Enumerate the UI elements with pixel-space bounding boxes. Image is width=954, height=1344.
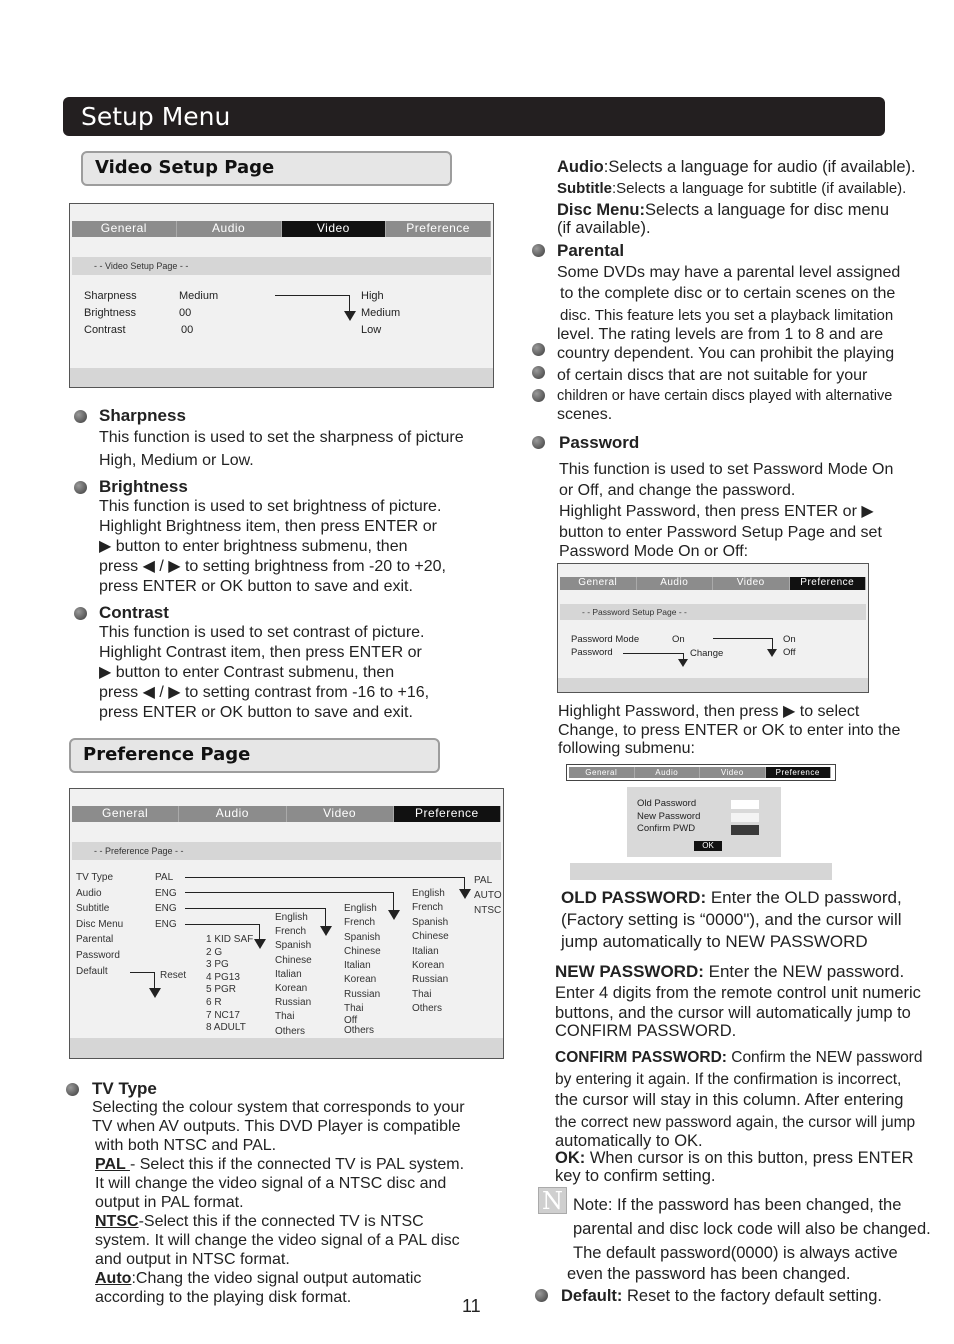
bullet-icon [74,481,87,494]
confirm-password-line-5: automatically to OK. [555,1132,703,1150]
arrow-line [713,638,773,639]
old-password-line [561,887,951,909]
tv-type-line: and output in NTSC format. [95,1251,290,1268]
default-label[interactable]: Default [76,965,108,977]
tv-type-value: PAL [155,872,174,883]
note-icon: N [538,1187,567,1214]
subtitle-key: Subtitle [557,180,612,197]
bullet-icon [532,366,545,379]
language-option[interactable]: Spanish [412,916,449,928]
tv-option[interactable]: AUTO [474,889,502,901]
contrast-line: press ENTER or OK button to save and exit. [99,704,413,721]
subtitle-text: :Selects a language for subtitle (if available). [612,180,907,197]
language-option[interactable]: Chinese [344,945,381,957]
bullet-icon [66,1083,79,1096]
old-password-text: Enter the OLD password, [706,888,902,907]
language-option[interactable]: French [412,902,444,914]
brightness-line: Highlight Brightness item, then press ENTER or [99,518,437,535]
new-password-input[interactable] [731,813,759,822]
bullet-icon [532,244,545,257]
password-description [559,432,949,561]
ok-text: When cursor is on this button, press ENTER [585,1149,914,1167]
video-page-crumb: - - Video Setup Page - - [72,257,491,275]
password-heading: Password [559,433,640,452]
default-line [561,1286,941,1306]
highlight-line: Highlight Password, then press ▶ to select [558,703,860,720]
option-low[interactable]: Low [361,324,382,336]
language-option[interactable]: Spanish [275,940,312,952]
old-password-line-2: (Factory setting is “0000"), and the cursor will [561,910,902,929]
parental-line: disc. This feature lets you set a playback limitation [560,306,894,324]
bullet-icon [535,1289,548,1302]
audio-key: Audio [557,158,604,176]
preference-section-heading [69,738,440,773]
option-high[interactable]: High [361,290,384,302]
arrow-line [623,653,684,654]
confirm-password-line [555,1047,950,1069]
brightness-line: press ◀ / ▶ to setting brightness from -20 to +20, [99,558,446,575]
contrast-description [99,603,519,723]
page-title-bar [63,97,885,136]
parental-level[interactable]: 2 G [206,946,223,958]
note-line: parental and disc lock code will also be changed. [573,1220,931,1238]
contrast-line: This function is used to set contrast of picture. [99,624,425,641]
language-option[interactable]: Korean [412,960,445,972]
new-password-line [555,961,950,983]
tv-type-line: according to the playing disk format. [95,1289,352,1306]
contrast-value: 00 [181,324,194,336]
arrow-down-icon [459,889,471,899]
sharpness-body: This function is used to set the sharpness of picture High, Medium or Low. [99,429,464,469]
new-password-description [555,961,950,1039]
tab-audio[interactable]: Audio [177,221,282,237]
video-section-heading [81,151,452,186]
arrow-line [130,972,155,973]
confirm-pwd-label: Confirm PWD [637,823,696,834]
audio-language-list [412,887,449,1017]
tv-type-heading: TV Type [92,1079,157,1098]
password-mode-label[interactable]: Password Mode [571,634,640,645]
tab-preference[interactable]: Preference [766,767,832,778]
language-option[interactable]: Russian [412,974,449,986]
tv-type-description [92,1079,522,1307]
confirm-password-line-2: by entering it again. If the confirmation is incorrect, [555,1070,902,1088]
password-line: button to enter Password Setup Page and set [559,524,882,541]
language-option[interactable]: Thai [275,1011,295,1023]
screen-footer [70,1038,503,1058]
old-password-label: Old Password [637,798,697,809]
option-off[interactable]: Off [783,647,796,658]
subtitle-line [557,178,947,199]
audio-value: ENG [155,887,177,899]
tv-type-line: It will change the video signal of a NTSC disc and [95,1175,447,1192]
parental-level[interactable]: 4 PG13 [206,971,240,983]
tab-video[interactable]: Video [700,767,766,778]
password-line: Highlight Password, then press ENTER or ▶ [559,503,874,520]
preference-labels [76,870,123,979]
bullet-icon [532,343,545,356]
confirm-password-description [555,1047,950,1185]
language-option[interactable]: Others [344,1025,375,1037]
arrow-down-icon [344,311,356,321]
language-option[interactable]: Korean [275,983,308,995]
default-key: Default: [561,1287,623,1305]
password-entry-labels [637,798,700,836]
password-label[interactable]: Password [571,647,613,658]
arrow-down-icon [149,988,161,998]
parental-level[interactable]: 6 R [206,996,222,1008]
tv-option[interactable]: PAL [474,875,493,886]
video-labels [84,288,137,339]
confirm-password-key: CONFIRM PASSWORD: [555,1049,727,1066]
arrow-down-icon [320,926,332,936]
highlight-line: following submenu: [558,740,695,757]
sharpness-description [99,406,499,472]
ntsc-line [92,1212,522,1231]
parental-level-list [206,934,253,1035]
disc-menu-key: Disc Menu: [557,201,646,219]
parental-label[interactable]: Parental [76,934,114,946]
screen-tab-bar [560,577,866,590]
highlight-line: Change, to press ENTER or OK to enter into the [558,721,901,739]
pal-line [92,1155,522,1174]
contrast-line: ▶ button to enter Contrast submenu, then [99,664,395,681]
reset-option[interactable]: Reset [160,970,187,981]
video-values [179,288,218,339]
subtitle-language-list [344,902,381,1036]
language-option[interactable]: Russian [344,988,381,1000]
ok-key: OK: [555,1149,586,1167]
note-line: even the password has been changed. [567,1265,851,1283]
sharpness-options [361,288,400,339]
arrow-line [185,908,326,909]
password-setup-screen [557,563,869,693]
parental-level[interactable]: 7 NC17 [206,1009,240,1021]
parental-line: scenes. [557,406,613,423]
language-option[interactable]: Italian [275,968,302,980]
ok-button[interactable]: OK [694,841,722,851]
parental-level[interactable]: 8 ADULT [206,1022,246,1034]
auto-key: Auto [95,1270,132,1287]
brightness-heading: Brightness [99,477,188,496]
password-submenu-screen [566,764,836,882]
tab-general[interactable]: General [72,221,177,237]
language-option[interactable]: English [344,903,377,914]
arrow-line [185,892,394,893]
disc-menu-value: ENG [155,918,177,930]
screen-footer [570,863,832,880]
bullet-icon [74,410,87,423]
language-option[interactable]: Others [412,1003,443,1015]
audio-text: :Selects a language for audio (if available). [603,158,916,176]
arrow-down-icon [678,659,688,667]
subtitle-label[interactable]: Subtitle [76,903,110,915]
tv-type-line: Selecting the colour system that corresponds to your [92,1099,465,1116]
language-option[interactable]: Italian [412,945,439,957]
arrow-line [185,877,465,878]
parental-level[interactable]: 1 KID SAF [206,934,254,945]
parental-heading: Parental [557,241,625,260]
preference-section-title: Preference Page [83,744,251,765]
ok-line [555,1149,950,1168]
pal-text: - Select this if the connected TV is PAL system. [129,1156,465,1173]
contrast-line: press ◀ / ▶ to setting contrast from -16 to +16, [99,684,430,701]
password-line: This function is used to set Password Mode On [559,461,894,478]
tab-video[interactable]: Video [287,806,394,822]
password-mode-options [783,633,796,659]
screen-footer [70,368,493,387]
password-label[interactable]: Password [76,949,120,961]
language-option[interactable]: Others [275,1025,306,1037]
confirm-pwd-input[interactable] [731,825,759,835]
video-section-title: Video Setup Page [95,157,275,178]
arrow-line [393,892,394,912]
contrast-line: Highlight Contrast item, then press ENTER or [99,644,422,661]
tab-general[interactable]: General [569,767,635,778]
parental-level[interactable]: 3 PG [206,959,229,971]
parental-line: level. The rating levels are from 1 to 8 and are [557,326,884,343]
arrow-line [325,908,326,928]
password-line: Password Mode On or Off: [559,543,749,560]
password-mode-value: On [672,634,685,645]
tab-audio[interactable]: Audio [179,806,286,822]
sharpness-value: Medium [179,290,219,302]
screen-tab-bar [569,767,831,778]
change-option[interactable]: Change [690,648,724,659]
bullet-icon [74,607,87,620]
tab-general[interactable]: General [72,806,179,822]
tv-option[interactable]: NTSC [474,904,502,916]
parental-line: to the complete disc or to certain scenes on the [560,285,896,302]
audio-label[interactable]: Audio [76,887,102,899]
default-text: Reset to the factory default setting. [622,1287,882,1305]
tab-audio[interactable]: Audio [637,577,714,590]
parental-line: country dependent. You can prohibit the playing [557,345,895,362]
brightness-label[interactable]: Brightness [84,307,136,319]
sharpness-heading: Sharpness [99,406,186,425]
arrow-line [185,924,260,925]
highlight-description [558,703,948,759]
tab-general[interactable]: General [560,577,637,590]
language-option[interactable]: English [412,888,445,899]
disc-menu-label[interactable]: Disc Menu [76,918,124,930]
arrow-line [275,295,350,296]
ntsc-key: NTSC [95,1213,139,1230]
tab-video[interactable]: Video [282,221,387,237]
confirm-password-text: Confirm the NEW password [726,1049,923,1066]
parental-level[interactable]: 5 PGR [206,984,237,996]
subtitle-value: ENG [155,903,177,915]
preference-values [155,870,177,932]
arrow-down-icon [767,649,777,657]
contrast-label[interactable]: Contrast [84,324,126,336]
tv-type-line: system. It will change the video signal of a PAL disc [95,1232,460,1249]
sharpness-label[interactable]: Sharpness [84,290,137,302]
ok-line-2: key to confirm setting. [555,1167,716,1185]
audio-line [557,157,947,178]
screen-tab-bar [72,221,491,237]
auto-text: :Chang the video signal output automatic [131,1270,422,1287]
tab-preference[interactable]: Preference [394,806,501,822]
brightness-value: 00 [179,307,192,319]
screen-footer [558,678,868,692]
note-line: The default password(0000) is always active [573,1244,898,1262]
tab-audio[interactable]: Audio [635,767,701,778]
language-option[interactable]: Off [344,1015,358,1027]
language-descriptions [557,157,947,237]
new-password-label: New Password [637,810,701,822]
brightness-line: This function is used to set brightness of picture. [99,498,442,515]
parental-line: children or have certain discs played with alternative [557,388,893,404]
disc-menu-language-list [275,911,312,1039]
tab-video[interactable]: Video [713,577,790,590]
preference-screen [69,788,504,1059]
old-password-line-3: jump automatically to NEW PASSWORD [561,932,868,951]
arrow-down-icon [254,939,266,949]
new-password-line-2: Enter 4 digits from the remote control unit numeric [555,984,921,1002]
tv-type-options [474,874,502,918]
brightness-description [99,477,519,597]
disc-menu-line-2: (if available). [557,219,651,237]
tab-preference[interactable]: Preference [386,221,491,237]
page-title: Setup Menu [81,102,231,131]
old-password-key: OLD PASSWORD: [561,888,707,907]
parental-line: of certain discs that are not suitable for your [557,366,868,384]
password-entry-dialog [627,787,781,857]
arrow-down-icon [388,910,400,920]
old-password-input[interactable] [731,800,759,809]
old-password-description [561,887,951,953]
tab-preference[interactable]: Preference [790,577,867,590]
parental-line: Some DVDs may have a parental level assigned [557,263,901,281]
language-option[interactable]: Russian [275,997,312,1009]
language-option[interactable]: Chinese [412,931,449,943]
language-option[interactable]: Thai [412,988,432,1000]
preference-page-crumb: - - Preference Page - - [72,842,501,860]
tv-type-line: TV when AV outputs. This DVD Player is compatible [92,1118,461,1135]
language-option[interactable]: Spanish [344,931,381,943]
tv-type-line: with both NTSC and PAL. [95,1137,277,1154]
language-option[interactable]: English [275,912,308,923]
tv-type-line: output in PAL format. [95,1194,244,1211]
password-line: or Off, and change the password. [559,482,796,499]
language-option[interactable]: Korean [344,974,377,986]
note-line: Note: If the password has been changed, the [573,1196,902,1214]
bullet-icon [532,389,545,402]
new-password-key: NEW PASSWORD: [555,962,704,981]
disc-menu-line [557,201,947,219]
video-setup-screen [69,203,494,388]
language-option[interactable]: Chinese [275,954,312,966]
auto-line [92,1269,522,1288]
bullet-icon [532,436,545,449]
password-page-crumb: - - Password Setup Page - - [560,604,866,620]
tv-type-label[interactable]: TV Type [76,872,114,883]
pal-key: PAL [95,1156,130,1173]
language-option[interactable]: Thai [344,1003,364,1015]
parental-description [557,240,947,422]
new-password-line-4: CONFIRM PASSWORD. [555,1022,737,1040]
confirm-password-line-3: the cursor will stay in this column. After entering [555,1091,904,1109]
confirm-password-line-4: the correct new password again, the cursor will jump [555,1113,916,1131]
option-medium[interactable]: Medium [361,307,401,319]
screen-tab-bar [72,806,501,822]
disc-menu-text: Selects a language for disc menu [645,201,889,219]
note-text [573,1193,953,1265]
language-option[interactable]: French [275,926,307,938]
brightness-line: press ENTER or OK button to save and exit. [99,578,413,595]
language-option[interactable]: Italian [344,960,371,972]
ntsc-text: -Select this if the connected TV is NTSC [138,1213,424,1230]
language-option[interactable]: French [344,917,376,929]
new-password-line-3: buttons, and the cursor will automatically jump to [555,1004,911,1022]
option-on[interactable]: On [783,634,796,645]
page-number: 11 [462,1296,481,1316]
contrast-heading: Contrast [99,603,169,622]
new-password-text: Enter the NEW password. [703,962,905,981]
brightness-line: ▶ button to enter brightness submenu, then [99,538,408,555]
